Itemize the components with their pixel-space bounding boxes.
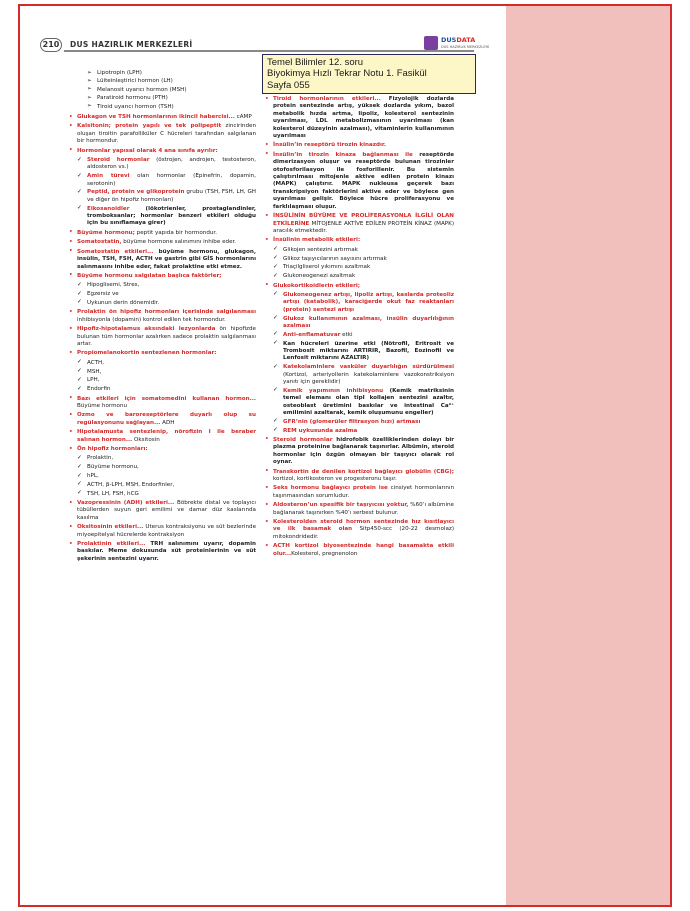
check-item: ✓ Anti-enflamatuvar etki [264, 332, 454, 339]
list-item: ➢ Melanosit uyarıcı hormon (MSH) [68, 87, 256, 94]
bullet-buyume-faktor: • Büyüme hormonu salgılatan başlıca faktörler; [68, 273, 256, 280]
check-item: ✓ Steroid hormonlar (östrojen, androjen, testosteron, aldosteron vs.) [68, 157, 256, 172]
bullet-somatostatin: • Somatostatin, büyüme hormone salınımını inhibe eder. [68, 239, 256, 246]
check-item: ✓ Hipoglisemi, Stres, [68, 282, 256, 289]
check-item: ✓ Amin türevi olan hormonlar (Epinefrin, dopamin, serotonin) [68, 173, 256, 188]
check-item: ✓ TSH, LH, FSH, hCG [68, 491, 256, 498]
bullet-kalsitonin: • Kalsitonin; protein yapılı ve tek polipeptit zincirinden oluşan tiroitin parafolliküler C hücreleri tarafından salgılanan bir hormondur. [68, 123, 256, 145]
check-item: ✓ Endorfin [68, 386, 256, 393]
side-panel [506, 6, 670, 905]
page-number: 210 [40, 38, 62, 52]
bullet-on-hipofiz: • Ön hipofiz hormonları: [68, 446, 256, 453]
check-item: ✓ ACTH, [68, 360, 256, 367]
check-item: ✓ Büyüme hormonu, [68, 464, 256, 471]
check-item: ✓ Glikoz taşıyıcılarının sayısını artırmak [264, 256, 454, 263]
list-item: ➢ Lipotropin (LPH) [68, 70, 256, 77]
check-item: ✓ REM uykusunda azalma [264, 428, 454, 435]
bullet-oksitosin-etki: • Oksitosinin etkileri... Uterus kontraksiyonu ve süt bezlerinde miyoepitelyal hücrelerde kontraksiyon [68, 524, 256, 539]
bullet-hormon-siniflari: • Hormonlar yapısal olarak 4 ana sınıfa ayrılır: [68, 148, 256, 155]
check-item: ✓ Kemik yapımının inhibisyonu (Kemik matriksinin temel elemanı olan tipI kollajen sentezini azaltır, osteoblast üretimini baskılar ve intestinal Ca²⁺ emilimini azaltarak, kemik oluşumunu engeller) [264, 388, 454, 418]
logo-text: DUSDATA [441, 36, 476, 44]
logo-subtitle: DUS HAZIRLIK MERKEZLERİ [441, 45, 490, 49]
bullet-tiroid: • Tiroid hormonlarının etkileri... Fizyolojik dozlarda protein sentezinde artış, yüksek dozlarda yıkım, bazol metabolik hızda artma, lipoliz, kolesterol sentezinin uyarılması, LDL metabolizmasının uyarılması (kan kolesterol düzeyinin azalması), vitaminlerin kullanımının uyarılması [264, 96, 454, 140]
bullet-adh: • Ozmo ve baroreseptörlere duyarlı olup su regülasyonunu sağlayan... ADH [68, 412, 256, 427]
check-item: ✓ Eikosanoidler (lökotrienler, prostaglandinler, tromboksanlar; hormonlar benzeri etkileri olduğu için bu sınıflamaya girer) [68, 206, 256, 228]
title-line-3: Sayfa 055 [267, 79, 310, 91]
bullet-vazopressin: • Vazopressinin (ADH) etkileri... Böbrekte distal ve toplayıcı tübüllerden suyun geri emilimi ve damar düz kaslarında kasılma [68, 500, 256, 522]
check-item: ✓ Glikojen sentezini artırmak [264, 247, 454, 254]
check-item: ✓ Glukoz kullanımının azalması, insülin duyarlılığının azalması [264, 316, 454, 331]
left-column [68, 70, 256, 565]
check-item: ✓ GFR’nin (glomerüler filtrasyon hızı) artması [264, 419, 454, 426]
bullet-insulin-buyume: • İNSÜLİNİN BÜYÜME VE PROLİFERASYONLA İLGİLİ OLAN ETKİLERİNE MİTOJENLE AKTİVE EDİLEN PROTEİN KİNAZ (MAPK) aracılık etmektedir. [264, 213, 454, 235]
check-item: ✓ Kan hücreleri üzerine etki (Nötrofil, Eritrosit ve Trombosit miktarını ARTIRIR, Bazofil, Eozinofil ve Lenfosit miktarını AZALTIR) [264, 341, 454, 363]
page-header [40, 38, 490, 52]
bullet-oksitosin: • Hipotalamusta sentezlenip, nörofizin I ile beraber salınan hormon... Oksitosin [68, 429, 256, 444]
right-column [264, 96, 454, 560]
header-divider [64, 50, 474, 52]
check-item: ✓ ACTH, β-LPH, MSH, Endorfinler, [68, 482, 256, 489]
header-title: DUS HAZIRLIK MERKEZLERİ [70, 40, 193, 49]
bullet-insulin-tirozin: • İnsülin’in tirozin kinaza bağlanması ile reseptörde dimerizasyon oluşur ve reseptörde bulunan tirozinler otofosforilasyon ile fosforillenir. Bu sistemin çalıştırılması mitojenle aktive edilen protein kinazı (MAPK) çalıştırır. MAPK nukleusa geçerek bazı transkripsiyon faktörlerini aktive eder ve böylece gen uyarılması gelişir. Böylece hücre proliferasyonu ve farklılaşması oluşur. [264, 152, 454, 211]
publisher-logo [424, 36, 494, 54]
bullet-glukagon: • Glukagon ve TSH hormonlarının ikincil habercisi... cAMP [68, 114, 256, 121]
bullet-buyume: • Büyüme hormonu; peptit yapıda bir hormondur. [68, 230, 256, 237]
bullet-prolaktin: • Prolaktin ön hipofiz hormonları içerisinde salgılanması inhibisyonla (dopamin) kontrol edilen tek hormondur. [68, 309, 256, 324]
check-item: ✓ LPH, [68, 377, 256, 384]
check-item: ✓ Glukoneogenez artışı, lipoliz artışı, kaslarda proteoliz artışı (katabolik), karaciğerde okut faz reaktanları (protein) sentezi artışı [264, 292, 454, 314]
check-item: ✓ Prolaktin, [68, 455, 256, 462]
title-box [262, 54, 476, 94]
bullet-hipofiz: • Hipofiz-hipotalamus aksındaki lezyonlarda ön hipofizde bulunan tüm hormonlar azalırken sadece prolaktin salgılanması artar. [68, 326, 256, 348]
bullet-prolaktin-etki: • Prolaktinin etkileri... TRH salınımını uyarır, dopamin baskılar. Meme dokusunda süt proteinlerinin ve süt şekerinin sentezini uyarır. [68, 541, 256, 563]
check-item: ✓ Glukoneogenezi azaltmak [264, 273, 454, 280]
bullet-propiomelanokortin: • Propiomelanokortin sentezlenen hormonlar: [68, 350, 256, 357]
bullet-somatostatin-etki: • Somatostatin etkileri... büyüme hormonu, glukagon, insülin, TSH, FSH, ACTH ve gastrin gibi GİS hormonlarını salınmasını inhibe eder, fakat prolaktine etki etmez. [68, 249, 256, 271]
check-item: ✓ MSH, [68, 369, 256, 376]
bullet-aldosteron: • Aldosteron’un spesifik bir taşıyıcısı yoktur, %60’ı albümine bağlanarak taşınırken %40’ı serbest bulunur. [264, 502, 454, 517]
bullet-steroid: • Steroid hormonlar hidrofobik özelliklerinden dolayı bir plazma proteinine bağlanarak taşınırlar. Albümin, steroid hormonlar için özgün olmayan bir taşıyıcı olarak rol oynar. [264, 437, 454, 467]
bullet-glukokortikoid: • Glukokortikoidlerin etkileri; [264, 283, 454, 290]
bullet-insulin-reseptor: • İnsülin’in reseptörü tirozin kinazdır. [264, 142, 454, 149]
bullet-seks-hormonu: • Seks hormonu bağlayıcı protein ise cinsiyet hormonlarının taşınmasından sorumludur. [264, 485, 454, 500]
check-item: ✓ Katekolaminlere vasküler duyarlılığın sürdürülmesi (Kortizol, arteriyollerin katekolaminlere vazokonstriksiyon yanıtı için gereklidir) [264, 364, 454, 386]
bullet-acth: • ACTH kortizol biyosentezinde hangi basamakta etkili olur...Kolesterol, pregnenolon [264, 543, 454, 558]
check-item: ✓ Triaçilgliserol yıkımını azaltmak [264, 264, 454, 271]
check-item: ✓ hPL, [68, 473, 256, 480]
bullet-insulin-metabolik: • İnsülinin metabolik etkileri: [264, 237, 454, 244]
check-item: ✓ Uykunun derin dönemidir. [68, 300, 256, 307]
check-item: ✓ Egzersiz ve [68, 291, 256, 298]
list-item: ➢ Tiroid uyarıcı hormon (TSH) [68, 104, 256, 111]
check-item: ✓ Peptid, protein ve glikoprotein grubu (TSH, FSH, LH, GH ve diğer ön hipofiz hormonları) [68, 189, 256, 204]
title-line-1: Temel Bilimler 12. soru [267, 57, 364, 68]
list-item: ➢ Lüiteinleştirici hormon (LH) [68, 78, 256, 85]
bullet-kolesterol: • Kolesterolden steroid hormon sentezinde hız kısıtlayıcı ve ilk basamak olan Sitp450-scc (20-22 desmolaz) mitokondridedir. [264, 519, 454, 541]
list-item: ➢ Paratiroid hormonu (PTH) [68, 95, 256, 102]
bullet-transkortin: • Transkortin de denilen kortizol bağlayıcı globülin (CBG); kortizol, kortikosteron ve progesteronu taşır. [264, 469, 454, 484]
logo-icon [424, 36, 438, 50]
bullet-somatomedin: • Bazı etkileri için somatomedini kullanan hormon... Büyüme hormonu [68, 396, 256, 411]
title-line-2: Biyokimya Hızlı Tekrar Notu 1. Fasikül [267, 68, 427, 80]
